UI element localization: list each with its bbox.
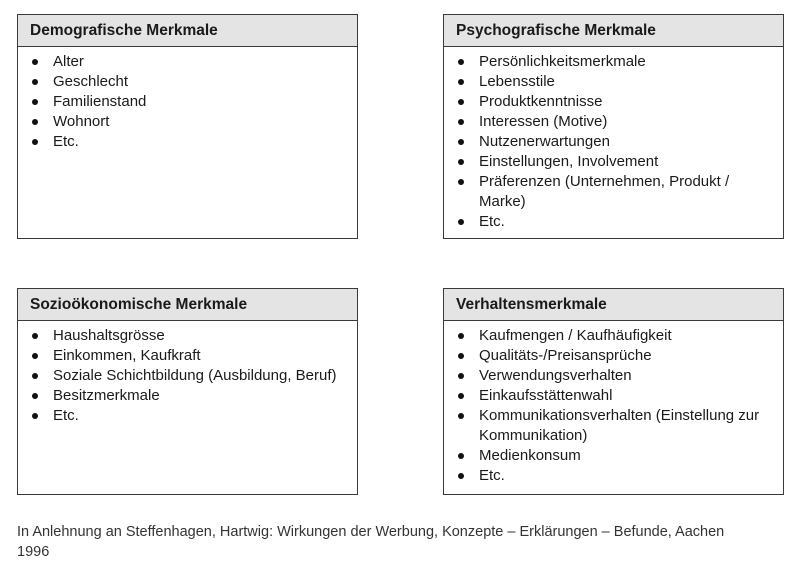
- bullet-icon: [32, 333, 38, 339]
- list-item: [31, 132, 349, 152]
- list-item-label: Etc.: [53, 407, 79, 424]
- list-item-label: Haushaltsgrösse: [53, 327, 165, 344]
- demografische-merkmale-box: [17, 14, 358, 239]
- bullet-icon: [458, 59, 464, 65]
- box-title: Demografische Merkmale: [18, 15, 357, 47]
- list-item: [31, 52, 349, 72]
- source-citation: In Anlehnung an Steffenhagen, Hartwig: Wirkungen der Werbung, Konzepte – Erklärungen – Befunde, Aachen 1996: [17, 524, 725, 560]
- list-item: [457, 366, 775, 386]
- item-list: [18, 321, 357, 426]
- bullet-icon: [458, 179, 464, 185]
- list-item: [457, 386, 775, 406]
- box-title: Verhaltensmerkmale: [444, 289, 783, 321]
- list-item-label: Persönlichkeitsmerkmale: [479, 53, 646, 70]
- list-item-label: Geschlecht: [53, 73, 129, 90]
- bullet-icon: [458, 139, 464, 145]
- bullet-icon: [32, 373, 38, 379]
- list-item-label: Etc.: [53, 133, 79, 150]
- bullet-icon: [32, 353, 38, 359]
- list-item: [457, 466, 775, 486]
- list-item-label: Einkommen, Kaufkraft: [53, 347, 201, 364]
- list-item: [31, 366, 349, 386]
- list-item-label: Alter: [53, 53, 84, 70]
- list-item: [31, 112, 349, 132]
- bullet-icon: [458, 219, 464, 225]
- bullet-icon: [458, 393, 464, 399]
- bullet-icon: [458, 79, 464, 85]
- psychografische-merkmale-box: [443, 14, 784, 239]
- list-item-label: Interessen (Motive): [479, 113, 608, 130]
- item-list: [18, 47, 357, 152]
- list-item: [457, 52, 775, 72]
- bullet-icon: [458, 119, 464, 125]
- box-title: Sozioökonomische Merkmale: [18, 289, 357, 321]
- list-item: [457, 326, 775, 346]
- list-item-label: Verwendungsverhalten: [479, 367, 632, 384]
- item-list: [444, 321, 783, 486]
- bullet-icon: [32, 59, 38, 65]
- list-item: [457, 92, 775, 112]
- soziooekonomische-merkmale-box: [17, 288, 358, 495]
- bullet-icon: [458, 413, 464, 419]
- list-item: [457, 132, 775, 152]
- bullet-icon: [458, 353, 464, 359]
- list-item: [31, 386, 349, 406]
- list-item-label: Kaufmengen / Kaufhäufigkeit: [479, 327, 672, 344]
- list-item: [457, 406, 775, 446]
- bullet-icon: [458, 453, 464, 459]
- list-item: [31, 326, 349, 346]
- list-item: [457, 152, 775, 172]
- list-item-label: Wohnort: [53, 113, 110, 130]
- list-item-label: Medienkonsum: [479, 447, 581, 464]
- verhaltensmerkmale-box: [443, 288, 784, 495]
- list-item-label: Soziale Schichtbildung (Ausbildung, Beruf): [53, 367, 337, 384]
- list-item-label: Nutzenerwartungen: [479, 133, 610, 150]
- list-item: [31, 346, 349, 366]
- item-list: [444, 47, 783, 232]
- list-item: [457, 172, 775, 212]
- box-title: Psychografische Merkmale: [444, 15, 783, 47]
- list-item-label: Besitzmerkmale: [53, 387, 160, 404]
- list-item: [457, 72, 775, 92]
- list-item-label: Etc.: [479, 467, 505, 484]
- list-item-label: Familienstand: [53, 93, 147, 110]
- bullet-icon: [32, 119, 38, 125]
- list-item-label: Etc.: [479, 213, 505, 230]
- list-item-label: Lebensstile: [479, 73, 555, 90]
- list-item-label: Qualitäts-/Preisansprüche: [479, 347, 652, 364]
- bullet-icon: [32, 139, 38, 145]
- bullet-icon: [32, 413, 38, 419]
- bullet-icon: [32, 99, 38, 105]
- list-item: [457, 446, 775, 466]
- list-item-label: Einstellungen, Involvement: [479, 153, 659, 170]
- bullet-icon: [32, 79, 38, 85]
- bullet-icon: [458, 473, 464, 479]
- list-item-label: Einkaufsstättenwahl: [479, 387, 613, 404]
- list-item: [457, 112, 775, 132]
- list-item-label: Kommunikationsverhalten (Einstellung zur Kommunikation): [479, 407, 760, 444]
- bullet-icon: [458, 373, 464, 379]
- list-item: [457, 346, 775, 366]
- list-item: [457, 212, 775, 232]
- bullet-icon: [458, 99, 464, 105]
- list-item: [31, 92, 349, 112]
- list-item: [31, 72, 349, 92]
- list-item: [31, 406, 349, 426]
- bullet-icon: [32, 393, 38, 399]
- list-item-label: Präferenzen (Unternehmen, Produkt / Marke): [479, 173, 730, 210]
- bullet-icon: [458, 333, 464, 339]
- bullet-icon: [458, 159, 464, 165]
- list-item-label: Produktkenntnisse: [479, 93, 603, 110]
